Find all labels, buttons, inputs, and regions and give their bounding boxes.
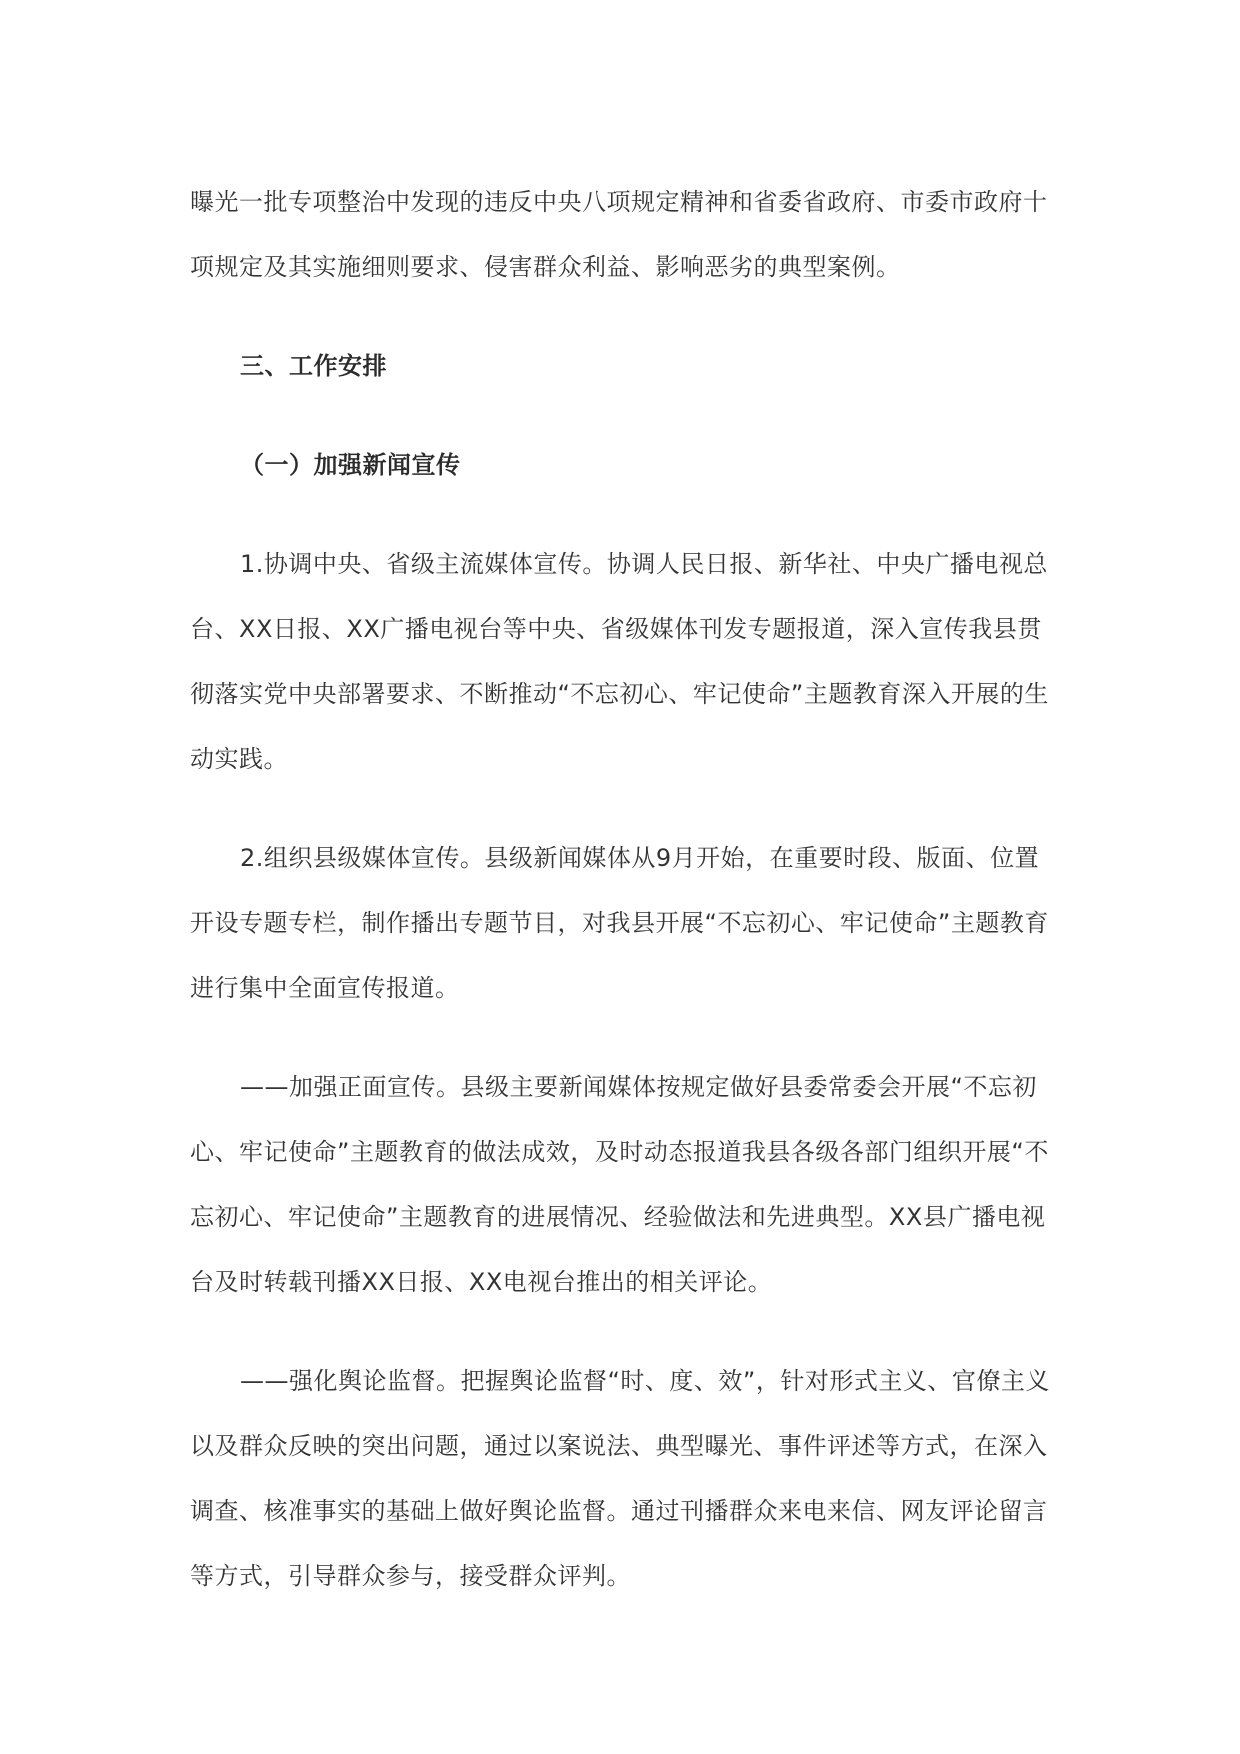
document-page (190, 170, 1050, 1643)
section-heading: 三、工作安排 (240, 352, 387, 380)
paragraph-central-media: 1.协调中央、省级主流媒体宣传。协调人民日报、新华社、中央广播电视总台、XX日报、XX广播电视台等中央、省级媒体刊发专题报道，深入宣传我县贯彻落实党中央部署要求、不断推动“不忘初心、牢记使命”主题教育深入开展的生动实践。 (190, 550, 1049, 773)
paragraph-positive-publicity: ——加强正面宣传。县级主要新闻媒体按规定做好县委常委会开展“不忘初心、牢记使命”主题教育的做法成效，及时动态报道我县各级各部门组织开展“不忘初心、牢记使命”主题教育的进展情况、经验做法和先进典型。XX县广播电视台及时转载刊播XX日报、XX电视台推出的相关评论。 (190, 1073, 1049, 1296)
paragraph-public-supervision: ——强化舆论监督。把握舆论监督“时、度、效”，针对形式主义、官僚主义以及群众反映的突出问题，通过以案说法、典型曝光、事件评述等方式，在深入调查、核准事实的基础上做好舆论监督。通过刊播群众来电来信、网友评论留言等方式，引导群众参与，接受群众评判。 (190, 1367, 1050, 1590)
subsection-heading: （一）加强新闻宣传 (240, 451, 461, 479)
paragraph-county-media: 2.组织县级媒体宣传。县级新闻媒体从9月开始，在重要时段、版面、位置开设专题专栏，制作播出专题节目，对我县开展“不忘初心、牢记使命”主题教育进行集中全面宣传报道。 (190, 844, 1049, 1002)
paragraph-continuation: 曝光一批专项整治中发现的违反中央八项规定精神和省委省政府、市委市政府十项规定及其实施细则要求、侵害群众利益、影响恶劣的典型案例。 (190, 188, 1048, 281)
